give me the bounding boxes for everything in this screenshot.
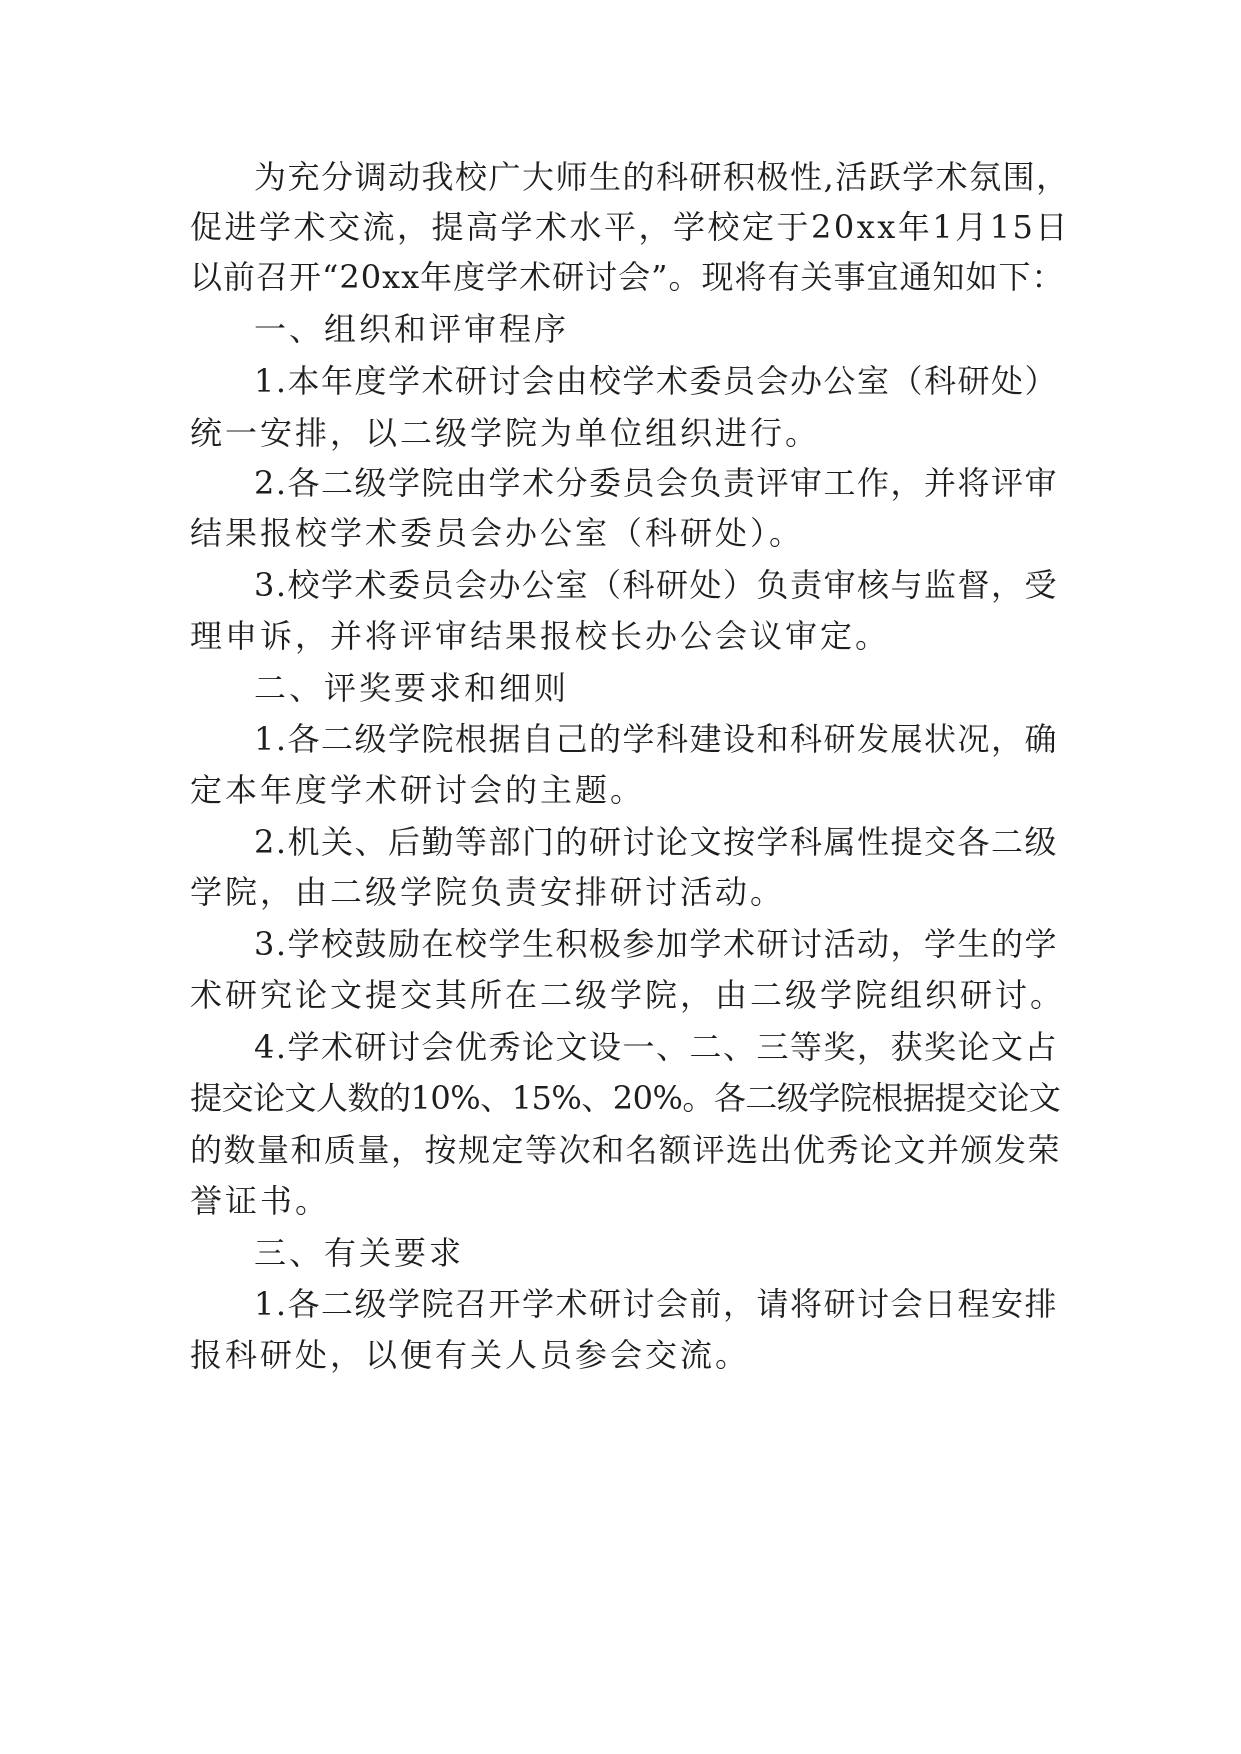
paragraph-line: 报科研处，以便有关人员参会交流。 [190,1336,751,1374]
paragraph-line: 1.各二级学院根据自己的学科建设和科研发展状况，确 [254,720,1059,758]
paragraph-line: 结果报校学术委员会办公室（科研处）。 [190,514,805,552]
paragraph-line: 术研究论文提交其所在二级学院，由二级学院组织研讨。 [190,976,1066,1014]
paragraph-line: 1.本年度学术研讨会由校学术委员会办公室（科研处） [254,362,1059,400]
paragraph-line: 学院，由二级学院负责安排研讨活动。 [190,873,786,911]
paragraph-line: 统一安排，以二级学院为单位组织进行。 [190,414,821,452]
paragraph-line: 3.校学术委员会办公室（科研处）负责审核与监督，受 [254,566,1059,604]
section-heading: 三、有关要求 [254,1234,465,1272]
paragraph-line: 2.机关、后勤等部门的研讨论文按学科属性提交各二级 [254,823,1059,861]
paragraph-line: 2.各二级学院由学术分委员会负责评审工作，并将评审 [254,464,1059,502]
paragraph-line: 为充分调动我校广大师生的科研积极性,活跃学术氛围， [254,158,1070,196]
section-heading: 一、组织和评审程序 [254,310,570,348]
paragraph-line: 4.学术研讨会优秀论文设一、二、三等奖，获奖论文占 [254,1028,1059,1066]
paragraph-line: 提交论文人数的10%、15%、20%。各二级学院根据提交论文 [190,1079,1061,1117]
paragraph-line: 定本年度学术研讨会的主题。 [190,771,646,809]
paragraph-line: 3.学校鼓励在校学生积极参加学术研讨活动，学生的学 [254,925,1059,963]
section-heading: 二、评奖要求和细则 [254,669,570,707]
paragraph-line: 理申诉，并将评审结果报校长办公会议审定。 [190,617,891,655]
paragraph-line: 誉证书。 [190,1182,331,1220]
paragraph-line: 以前召开“20xx年度学术研讨会”。现将有关事宜通知如下： [190,258,1065,296]
paragraph-line: 的数量和质量，按规定等次和名额评选出优秀论文并颁发荣 [190,1131,1062,1169]
paragraph-line: 1.各二级学院召开学术研讨会前，请将研讨会日程安排 [254,1285,1059,1323]
paragraph-line: 促进学术交流，提高学术水平，学校定于20xx年1月15日 [190,208,1070,246]
